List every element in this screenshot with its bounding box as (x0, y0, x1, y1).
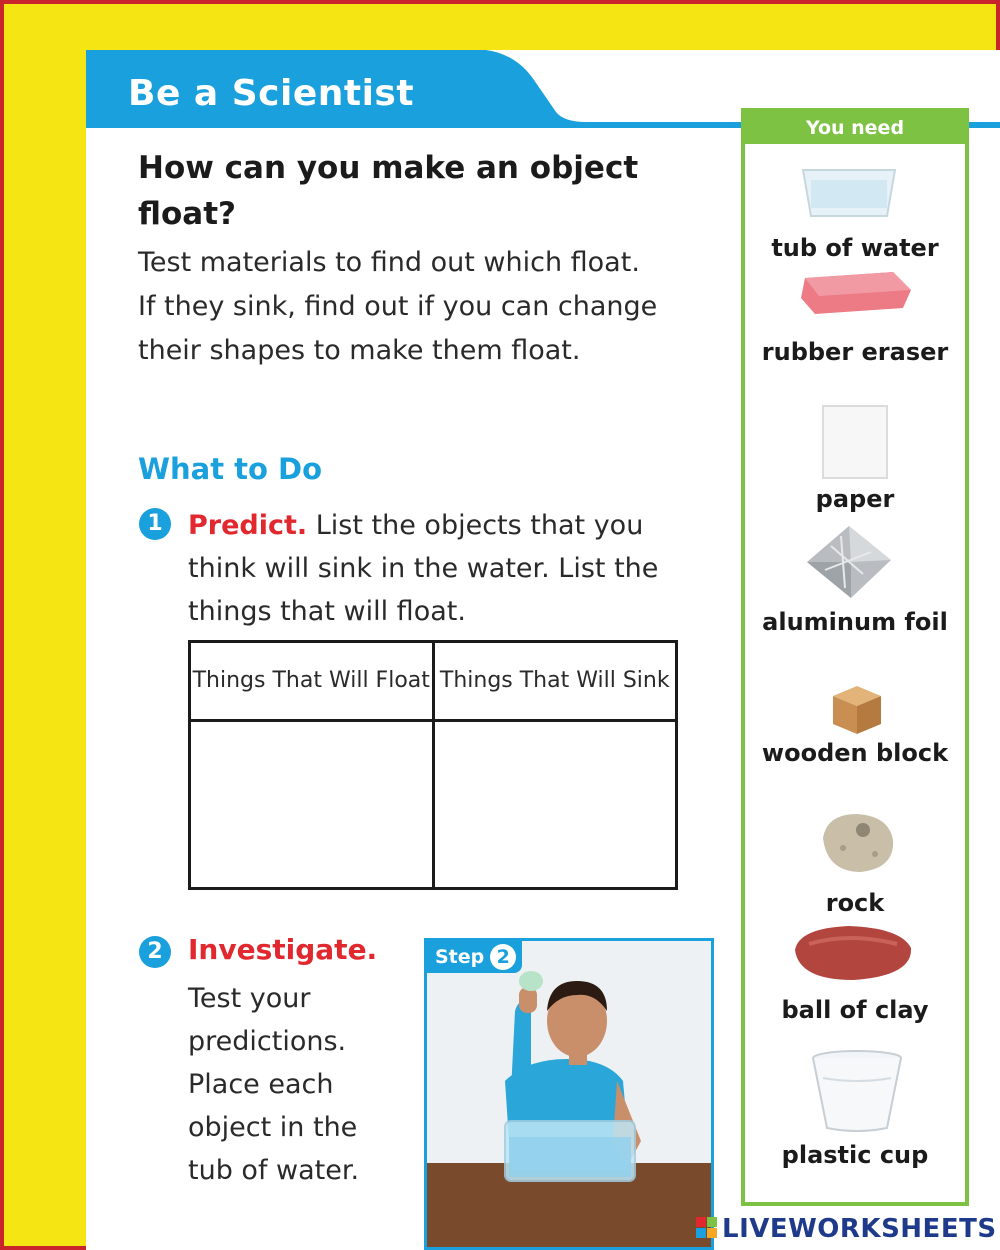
item-label-aluminum-foil: aluminum foil (762, 608, 948, 636)
rock-icon (813, 808, 899, 878)
step-1-body: List the objects that you think will sink in the water. List the things that will float. (188, 510, 659, 627)
item-label-rubber-eraser: rubber eraser (761, 338, 949, 366)
step-1-text (188, 504, 688, 633)
step-2-text: Test your predictions. Place each object in the tub of water. (188, 983, 360, 1186)
what-to-do-heading: What to Do (138, 452, 323, 486)
item-label-plastic-cup: plastic cup (781, 1141, 929, 1169)
step-1-number: 1 (139, 508, 171, 540)
paper-icon (817, 402, 893, 482)
wooden-block-icon (829, 682, 885, 736)
step-1-label: Predict. (188, 510, 308, 541)
plastic-cup-icon (809, 1048, 905, 1134)
step-2-photo (424, 938, 714, 1250)
step-2-label: Investigate. (188, 933, 378, 966)
foil-icon (801, 522, 897, 602)
banner-title: Be a Scientist (128, 73, 415, 114)
tub-of-water-icon (797, 158, 901, 222)
item-label-ball-of-clay: ball of clay (781, 996, 929, 1024)
step-badge-number: 2 (490, 944, 516, 970)
intro-text: Test materials to find out which float. If they sink, find out if you can change their shapes to make them float. (138, 247, 658, 366)
materials-panel (741, 108, 969, 1206)
prediction-table (188, 640, 678, 890)
item-label-rock: rock (825, 889, 885, 917)
item-label-wooden-block: wooden block (761, 739, 949, 767)
boy-testing-objects-image (427, 941, 711, 1247)
clay-icon (789, 920, 917, 986)
step-2-number: 2 (139, 936, 171, 968)
table-header-sink: Things That Will Sink (433, 642, 677, 721)
step-badge (427, 941, 522, 973)
question-title: How can you make an object float? (138, 150, 639, 232)
float-answer-cell[interactable] (190, 721, 434, 889)
table-row (190, 721, 677, 889)
liveworksheets-logo-icon (696, 1217, 718, 1239)
table-header-float: Things That Will Float (190, 642, 434, 721)
liveworksheets-brand[interactable]: LIVEWORKSHEETS (722, 1214, 997, 1244)
eraser-icon (797, 264, 915, 320)
step-badge-label: Step (435, 946, 485, 968)
materials-header: You need (745, 112, 965, 144)
item-label-paper: paper (815, 485, 895, 513)
sink-answer-cell[interactable] (433, 721, 677, 889)
item-label-tub-of-water: tub of water (771, 234, 939, 262)
